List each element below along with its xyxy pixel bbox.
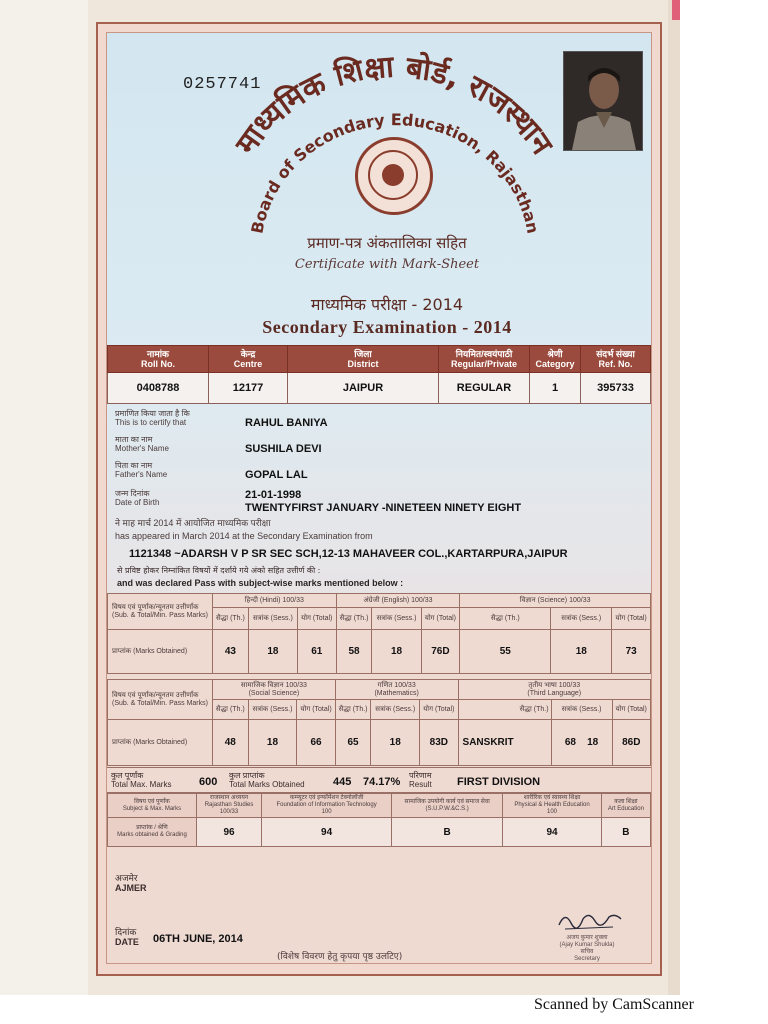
col-sess: सत्रांक (Sess.) <box>551 608 612 630</box>
third-language-total: 86D <box>612 720 650 766</box>
dob-value: 21-01-1998 <box>245 489 302 501</box>
board-name-hindi: माध्यमिक शिक्षा बोर्ड, राजस्थान <box>228 49 560 161</box>
col-total: योग (Total) <box>420 700 458 720</box>
science-sess: 18 <box>551 630 612 674</box>
grade-subject-art-education: कला शिक्षा Art Education <box>601 794 650 818</box>
scan-edge-strip <box>672 0 680 20</box>
totals-row <box>107 767 651 793</box>
header-table <box>107 345 651 404</box>
col-ref-no: संदर्भ संख्या Ref. No. <box>581 346 651 373</box>
col-sess: सत्रांक (Sess.) <box>372 608 421 630</box>
dob-label: जन्म दिनांक Date of Birth <box>115 489 160 507</box>
hindi-total: 61 <box>297 630 336 674</box>
grade-physical-education: 94 <box>503 818 602 847</box>
certificate <box>96 22 662 976</box>
grade-subject-physical-education: शारीरिक एवं स्वास्थ्य शिक्षा Physical & Health Education 100 <box>503 794 602 818</box>
scan-margin <box>680 0 768 995</box>
grade-subject-it: कम्प्यूटर एवं इन्फॉर्मेशन टेक्नोलॉजी Foundation of Information Technology 100 <box>262 794 392 818</box>
place-label-hindi: अजमेर <box>115 874 138 884</box>
father-name: GOPAL LAL <box>245 469 308 481</box>
third-language-th-sess: 68 18 <box>551 720 612 766</box>
category-value: 1 <box>530 373 581 404</box>
marks-table-2 <box>107 679 651 766</box>
regular-private-value: REGULAR <box>439 373 530 404</box>
social-total: 66 <box>297 720 335 766</box>
obtained-label: प्राप्तांक (Marks Obtained) <box>108 630 213 674</box>
total-max-label: कुल पूर्णांक Total Max. Marks <box>111 771 172 789</box>
scanner-watermark: Scanned by CamScanner <box>534 996 694 1013</box>
dob-words: TWENTYFIRST JANUARY -NINETEEN NINETY EIGHT <box>245 502 522 514</box>
subject-maths: गणित 100/33 (Mathematics) <box>335 680 458 700</box>
appeared-text-hindi: ने माह मार्च 2014 में आयोजित माध्यमिक परीक्षा <box>115 518 271 528</box>
issue-date: 06TH JUNE, 2014 <box>153 933 243 945</box>
grade-supw: B <box>392 818 503 847</box>
overleaf-note: (विशेष विवरण हेतु कृपया पृष्ठ उलटिए) <box>277 952 403 962</box>
declared-text-hindi: से प्रविष्ट होकर निम्नांकित विषयों में दर्शाये गये अंको सहित उत्तीर्ण की : <box>117 566 321 575</box>
certificate-title-english: Certificate with Mark-Sheet <box>294 257 480 272</box>
secretary-signature-icon <box>555 905 625 935</box>
english-sess: 18 <box>372 630 421 674</box>
total-max-value: 600 <box>199 776 218 788</box>
subject-third-language: तृतीय भाषा 100/33 (Third Language) <box>458 680 650 700</box>
english-total: 76D <box>421 630 460 674</box>
col-total: योग (Total) <box>421 608 460 630</box>
col-total: योग (Total) <box>297 608 336 630</box>
total-obtained-label: कुल प्राप्तांक Total Marks Obtained <box>229 771 305 789</box>
science-th: 55 <box>460 630 551 674</box>
col-th: सैद्धा (Th.) <box>458 700 551 720</box>
hindi-th: 43 <box>213 630 249 674</box>
social-sess: 18 <box>248 720 297 766</box>
mother-label: माता का नाम Mother's Name <box>115 435 169 453</box>
serial-number: 0257741 <box>183 75 262 94</box>
date-label-hindi: दिनांक <box>115 928 137 938</box>
social-th: 48 <box>213 720 249 766</box>
declared-text-english: and was declared Pass with subject-wise marks mentioned below : <box>117 578 404 588</box>
board-name-english: Board of Secondary Education, Rajasthan <box>247 110 543 236</box>
grades-table <box>107 793 651 847</box>
grade-subject-supw: सामाजिक उपयोगी कार्य एवं समाज सेवा (S.U.P.W.&C.S.) <box>392 794 503 818</box>
marks-table-1 <box>107 593 651 674</box>
result-label: परिणाम Result <box>409 771 432 789</box>
grade-art-education: B <box>601 818 650 847</box>
exam-title-english: Secondary Examination - 2014 <box>262 317 512 337</box>
result-value: FIRST DIVISION <box>457 776 541 788</box>
percentage-value: 74.17% <box>363 776 401 788</box>
father-label: पिता का नाम Father's Name <box>115 461 168 479</box>
certify-label: प्रमाणित किया जाता है कि This is to certify that <box>115 409 190 427</box>
col-district: जिला District <box>288 346 439 373</box>
col-th: सैद्धा (Th.) <box>335 700 371 720</box>
certificate-title-hindi: प्रमाण-पत्र अंकतालिका सहित <box>307 234 467 252</box>
col-th: सैद्धा (Th.) <box>460 608 551 630</box>
grade-it: 94 <box>262 818 392 847</box>
place-label-english: AJMER <box>115 883 147 893</box>
student-name: RAHUL BANIYA <box>245 417 328 429</box>
third-language-name: SANSKRIT <box>458 720 551 766</box>
subject-hindi: हिन्दी (Hindi) 100/33 <box>213 594 337 608</box>
col-regular-private: नियमित/स्वयंपाठी Regular/Private <box>439 346 530 373</box>
col-total: योग (Total) <box>612 700 650 720</box>
school-name: 1121348 ~ADARSH V P SR SEC SCH,12-13 MAHAVEER COL.,KARTARPURA,JAIPUR <box>129 548 568 560</box>
subject-english: अंग्रेजी (English) 100/33 <box>336 594 460 608</box>
col-category: श्रेणी Category <box>530 346 581 373</box>
maths-total: 83D <box>420 720 458 766</box>
col-th: सैद्धा (Th.) <box>213 700 249 720</box>
board-seal-icon <box>355 137 433 215</box>
maths-sess: 18 <box>371 720 420 766</box>
science-total: 73 <box>612 630 651 674</box>
col-sess: सत्रांक (Sess.) <box>248 700 297 720</box>
maths-th: 65 <box>335 720 371 766</box>
col-sess: सत्रांक (Sess.) <box>551 700 612 720</box>
appeared-text-english: has appeared in March 2014 at the Secondary Examination from <box>115 531 373 541</box>
col-total: योग (Total) <box>297 700 335 720</box>
ref-no-value: 395733 <box>581 373 651 404</box>
grade-rajasthan-studies: 96 <box>197 818 262 847</box>
subject-label: विषय एवं पूर्णांक/न्यूनतम उत्तीर्णांक (Sub. & Total/Min. Pass Marks) <box>108 594 213 630</box>
english-th: 58 <box>336 630 372 674</box>
district-value: JAIPUR <box>288 373 439 404</box>
obtained-label: प्राप्तांक (Marks Obtained) <box>108 720 213 766</box>
subject-social-science: सामाजिक विज्ञान 100/33 (Social Science) <box>213 680 336 700</box>
col-total: योग (Total) <box>612 608 651 630</box>
grades-subject-label: विषय एवं पूर्णांक Subject & Max. Marks <box>108 794 197 818</box>
exam-title-hindi: माध्यमिक परीक्षा - 2014 <box>310 295 464 314</box>
col-th: सैद्धा (Th.) <box>336 608 372 630</box>
grade-subject-rajasthan-studies: राजस्थान अध्ययन Rajasthan Studies 100/33 <box>197 794 262 818</box>
hindi-sess: 18 <box>248 630 297 674</box>
scan-background-right <box>668 0 680 995</box>
col-th: सैद्धा (Th.) <box>213 608 249 630</box>
subject-science: विज्ञान (Science) 100/33 <box>460 594 651 608</box>
col-centre: केन्द्र Centre <box>209 346 288 373</box>
col-sess: सत्रांक (Sess.) <box>248 608 297 630</box>
date-label-english: DATE <box>115 937 139 947</box>
col-roll-no: नामांक Roll No. <box>108 346 209 373</box>
scan-background-left <box>0 0 88 995</box>
total-obtained-value: 445 <box>333 776 352 788</box>
centre-value: 12177 <box>209 373 288 404</box>
roll-no-value: 0408788 <box>108 373 209 404</box>
certificate-inner <box>106 32 652 964</box>
mother-name: SUSHILA DEVI <box>245 443 322 455</box>
secretary-name: अजय कुमार शुक्ला (Ajay Kumar Shukla) सचिव Secretary <box>559 935 615 962</box>
subject-label: विषय एवं पूर्णांक/न्यूनतम उत्तीर्णांक (Sub. & Total/Min. Pass Marks) <box>108 680 213 720</box>
col-sess: सत्रांक (Sess.) <box>371 700 420 720</box>
grades-row-label: प्राप्तांक / श्रेणि Marks obtained & Grading <box>108 818 197 847</box>
